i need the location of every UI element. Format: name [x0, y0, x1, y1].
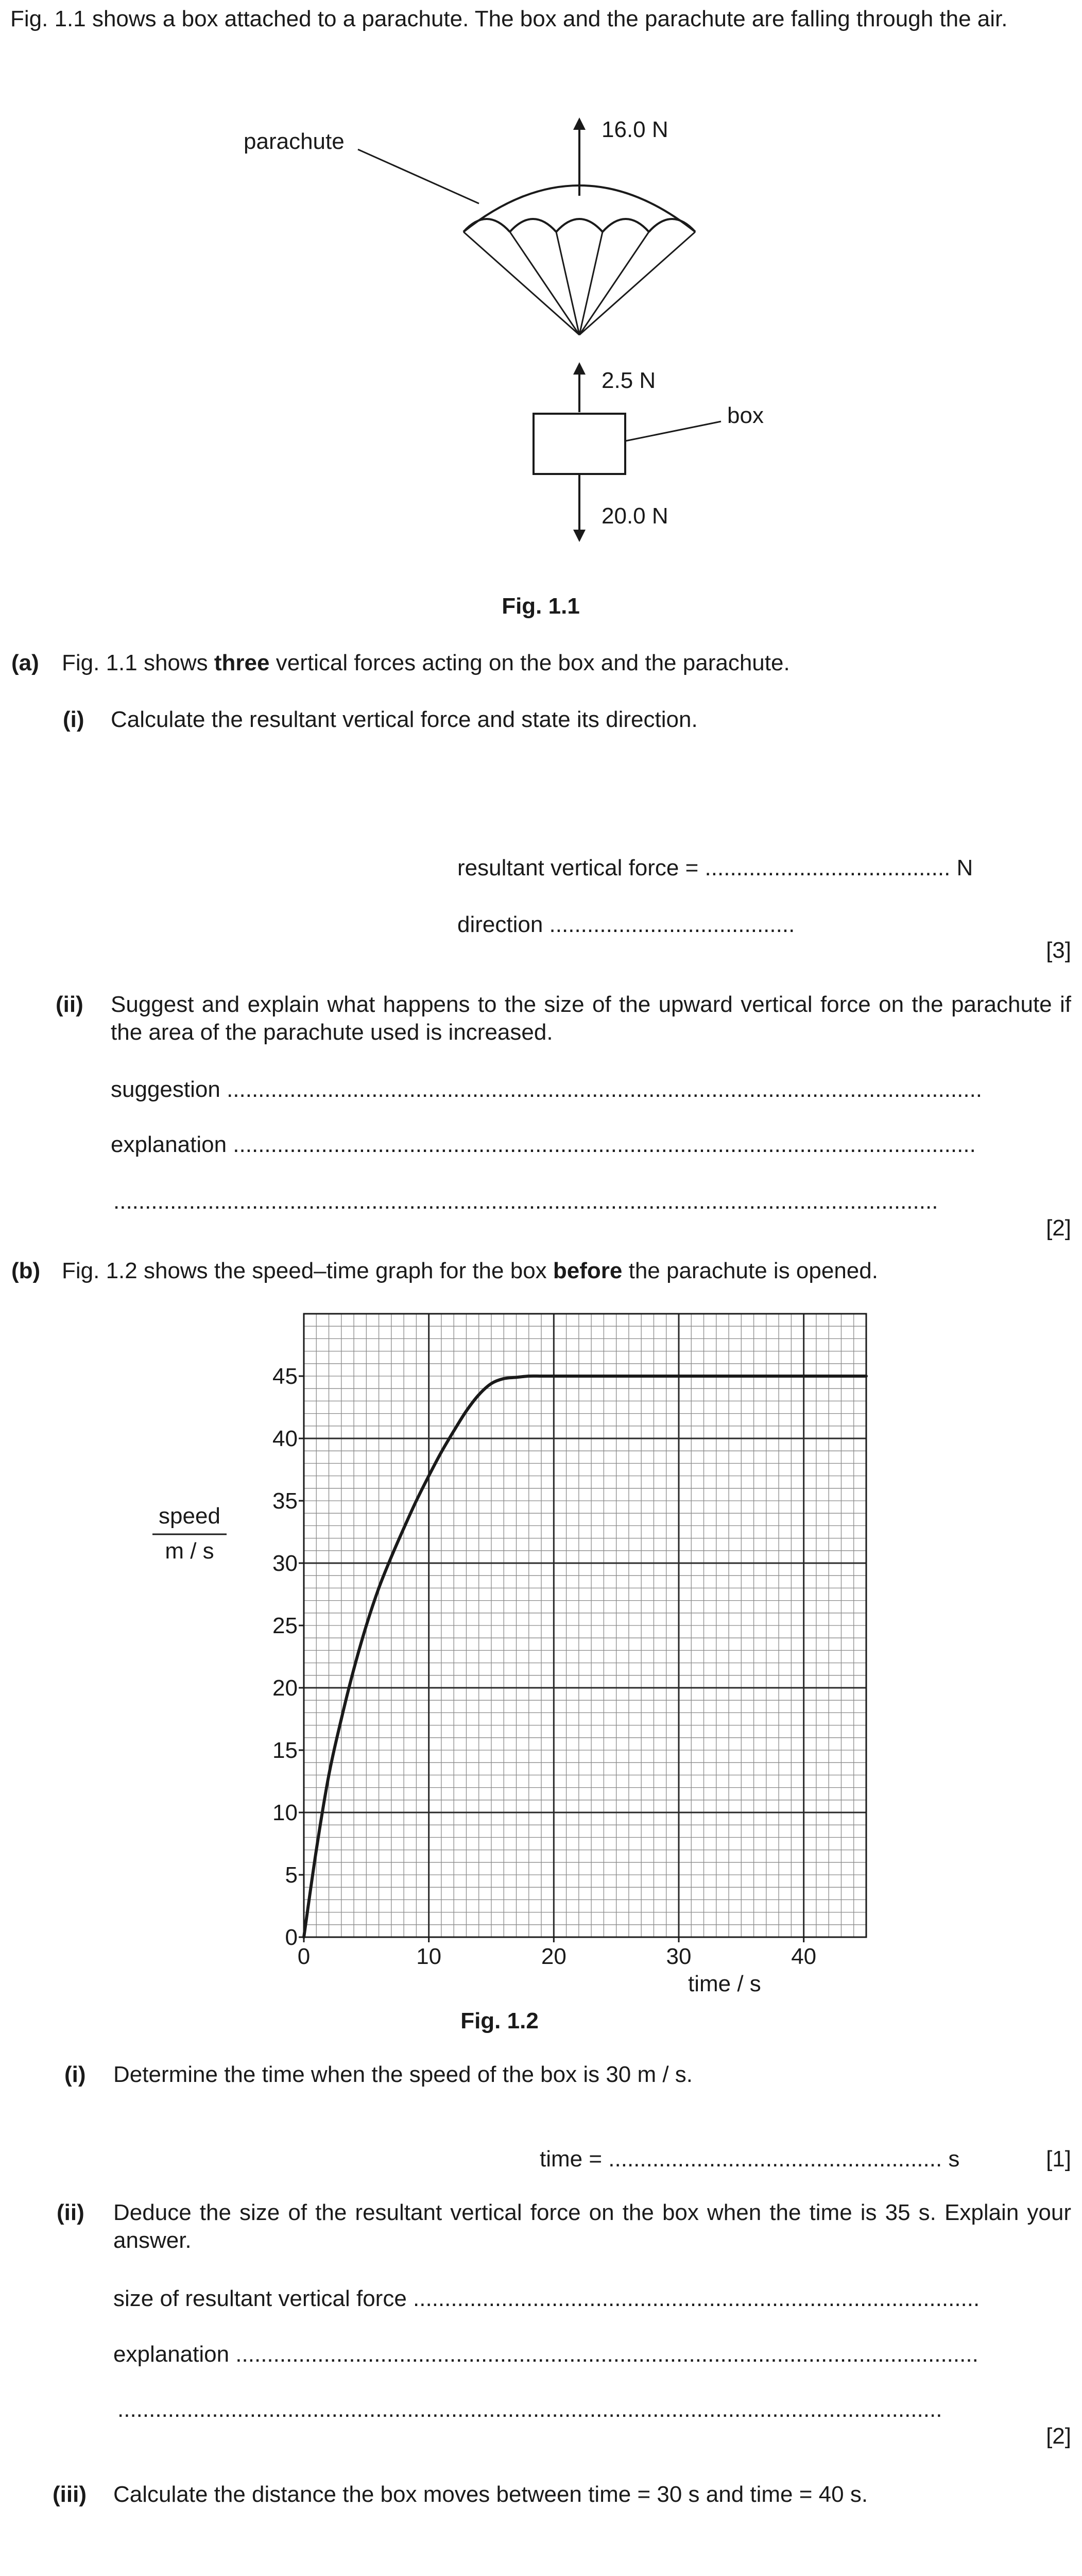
qb-stem-part2: the parachute is opened.	[622, 1258, 878, 1283]
qb-ii-text: Deduce the size of the resultant vertical force on the box when the time is 35 s. Explain your answer.	[113, 2200, 1071, 2253]
x-tick-label: 30	[666, 1944, 692, 1969]
qa-i-answer2-label: direction	[457, 912, 549, 937]
qb-ii-line1-dots[interactable]: ..........................................................................................	[413, 2286, 980, 2311]
qa-i-text: Calculate the resultant vertical force and state its direction.	[111, 707, 698, 732]
y-tick-label: 20	[272, 1675, 298, 1701]
force-label-2-5n: 2.5 N	[602, 368, 656, 393]
qa-i-answer1-line[interactable]: .......................................	[705, 855, 951, 880]
qa-i-answer2-line[interactable]: .......................................	[549, 912, 795, 937]
qb-iii-text: Calculate the distance the box moves between time = 30 s and time = 40 s.	[113, 2482, 868, 2507]
y-tick-label: 0	[285, 1925, 298, 1950]
x-tick-label: 10	[416, 1944, 442, 1969]
qb-label: (b)	[11, 1258, 41, 1283]
fig-1-2-caption: Fig. 1.2	[460, 2008, 539, 2033]
x-tick-label: 0	[297, 1944, 311, 1969]
qa-ii-line3-dots[interactable]: ...................................................................................................................................	[113, 1189, 938, 1214]
y-tick-label: 35	[272, 1488, 298, 1514]
qa-i-answer1-label: resultant vertical force =	[457, 855, 705, 880]
box-label: box	[727, 403, 764, 428]
qb-iii-label: (iii)	[53, 2482, 87, 2507]
y-tick-label: 45	[272, 1364, 298, 1389]
qb-i-answer[interactable]	[540, 2145, 959, 2173]
y-tick-label: 5	[285, 1862, 298, 1888]
qa-ii-label: (ii)	[56, 992, 83, 1017]
qb-i-marks: [1]	[1046, 2146, 1071, 2172]
qb-ii-line2-label: explanation	[113, 2342, 236, 2367]
force-label-20n: 20.0 N	[602, 503, 668, 529]
y-tick-label: 40	[272, 1426, 298, 1451]
qb-ii-line1-label: size of resultant vertical force	[113, 2286, 414, 2311]
qa-ii-line1-dots[interactable]: ........................................................................................................................	[227, 1077, 983, 1102]
y-tick-label: 15	[272, 1738, 298, 1763]
qb-i-answer-unit: s	[942, 2146, 960, 2172]
qb-i-label: (i)	[64, 2062, 86, 2087]
qb-i-answer-label: time =	[540, 2146, 609, 2172]
qb-ii-line3[interactable]	[117, 2396, 1071, 2424]
speed-curve	[304, 1376, 866, 1937]
qa-i-label: (i)	[63, 707, 84, 732]
ylabel-denominator: m / s	[165, 1538, 214, 1564]
xlabel: time / s	[688, 1971, 761, 1996]
qa-label: (a)	[11, 650, 39, 675]
qa-ii-marks: [2]	[1046, 1215, 1071, 1241]
y-tick-label: 30	[272, 1551, 298, 1576]
qa-i-marks: [3]	[1046, 938, 1071, 963]
qa-stem-part2: vertical forces acting on the box and the parachute.	[269, 650, 790, 675]
qa-ii-line2-label: explanation	[111, 1132, 233, 1157]
qb-i-text: Determine the time when the speed of the box is 30 m / s.	[113, 2062, 693, 2087]
y-tick-label: 25	[272, 1613, 298, 1638]
qa-stem-bold: three	[214, 650, 270, 675]
x-tick-label: 40	[791, 1944, 817, 1969]
qa-ii-line2-dots[interactable]: ......................................................................................................................	[233, 1132, 976, 1157]
qb-ii-marks: [2]	[1046, 2424, 1071, 2449]
qa-i-answer1-unit: N	[950, 855, 973, 880]
qb-stem-bold: before	[553, 1258, 623, 1283]
qb-ii-line1[interactable]	[113, 2285, 1071, 2313]
x-tick-label: 20	[541, 1944, 566, 1969]
qa-ii-text: Suggest and explain what happens to the size of the upward vertical force on the parachute if the area of the parachute used is increased.	[111, 992, 1071, 1045]
y-tick-label: 10	[272, 1800, 298, 1825]
qb-ii-line2-dots[interactable]: ......................................................................................................................	[235, 2342, 978, 2367]
qb-stem-part1: Fig. 1.2 shows the speed–time graph for the box	[62, 1258, 553, 1283]
x-tick-labels	[298, 1937, 816, 1969]
minor-grid	[304, 1314, 866, 1937]
y-tick-labels	[272, 1364, 304, 1950]
qa-stem-part1: Fig. 1.1 shows	[62, 650, 214, 675]
ylabel-numerator: speed	[159, 1503, 220, 1529]
force-label-16n: 16.0 N	[602, 117, 668, 142]
qa-ii-line1-label: suggestion	[111, 1077, 227, 1102]
qb-ii-line2[interactable]	[113, 2341, 1071, 2368]
fig-1-1-caption: Fig. 1.1	[502, 594, 580, 619]
qb-i-answer-line[interactable]: .....................................................	[608, 2146, 942, 2172]
intro-text: Fig. 1.1 shows a box attached to a parachute. The box and the parachute are falling through the air.	[10, 6, 1008, 31]
parachute-label: parachute	[244, 129, 345, 154]
qb-ii-line3-dots[interactable]: ...................................................................................................................................	[117, 2397, 942, 2422]
qb-ii-label: (ii)	[57, 2200, 84, 2225]
